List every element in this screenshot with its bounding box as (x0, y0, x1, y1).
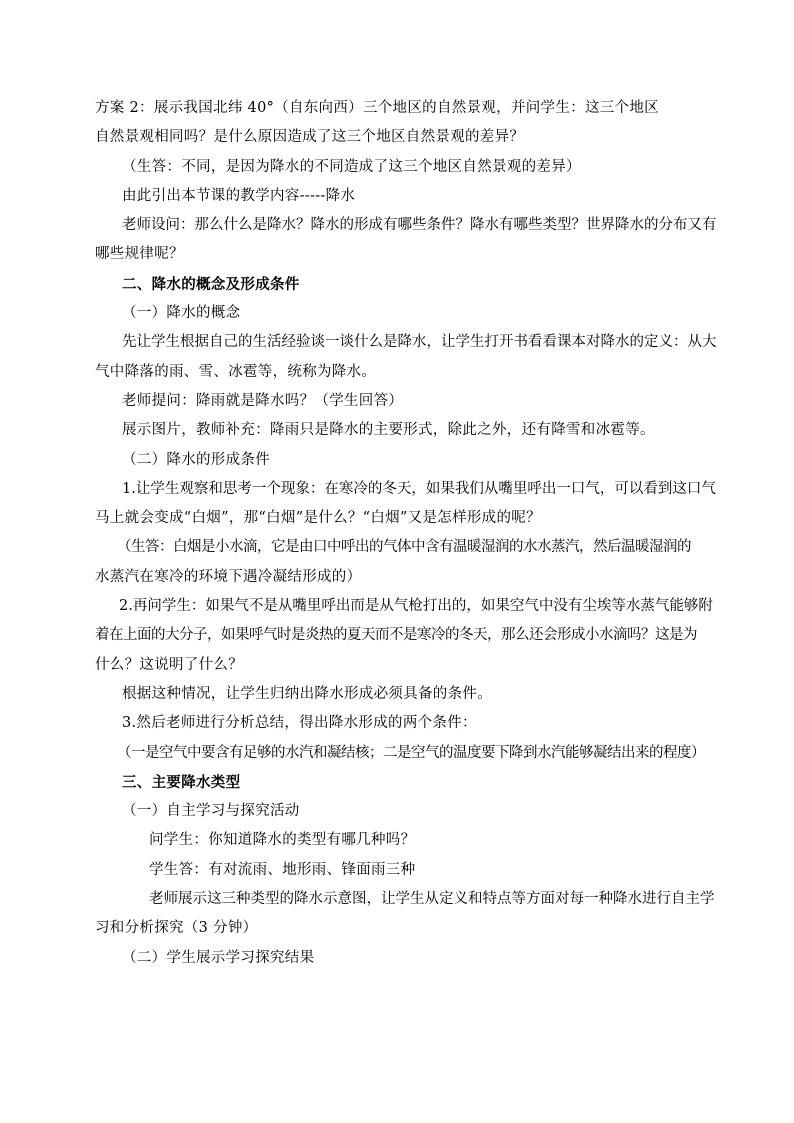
observation-line-cont: 马上就会变成“白烟”，那“白烟”是什么？“白烟”又是怎样形成的呢？ (95, 510, 541, 527)
section-heading-3: 三、主要降水类型 (122, 773, 241, 791)
teacher-summary-line: 3.然后老师进行分析总结，得出降水形成的两个条件： (122, 715, 477, 732)
subsection-heading-concept: （一）降水的概念 (122, 305, 241, 322)
concept-paragraph-line-cont: 气中降落的雨、雪、冰雹等，统称为降水。 (95, 363, 377, 380)
teacher-question-line-cont: 哪些规律呢？ (95, 246, 184, 263)
picture-supplement-line: 展示图片，教师补充：降雨只是降水的主要形式，除此之外，还有降雪和冰雹等。 (122, 422, 655, 439)
subsection-heading-results: （二）学生展示学习探究结果 (122, 949, 315, 966)
teacher-ask-line: 老师提问：降雨就是降水吗？（学生回答） (122, 392, 404, 409)
second-question-line-cont: 着在上面的大分子，如果呼气时是炎热的夏天而不是寒冷的冬天，那么还会形成小水滴吗？这是为 (95, 627, 697, 644)
second-question-line-end: 什么？这说明了什么？ (95, 656, 243, 673)
subsection-heading-conditions: （二）降水的形成条件 (122, 451, 270, 468)
white-smoke-answer-line: （生答：白烟是小水滴，它是由口中呼出的气体中含有温暖湿润的水水蒸汽，然后温暖湿润的 (117, 539, 691, 556)
paragraph-line-plan2-cont: 自然景观相同吗？是什么原因造成了这三个地区自然景观的差异？ (95, 129, 525, 146)
paragraph-line-plan2: 方案 2：展示我国北纬 40°（自东向西）三个地区的自然景观，并问学生：这三个地区 (95, 100, 659, 116)
second-question-line: 2.再问学生：如果气不是从嘴里呼出而是从气枪打出的，如果空气中没有尘埃等水蒸气能够附 (119, 598, 713, 615)
summarize-conditions-line: 根据这种情况，让学生归纳出降水形成必须具备的条件。 (122, 685, 492, 702)
students-answer-line: 学生答：有对流雨、地形雨、锋面雨三种 (149, 861, 416, 878)
teacher-display-line: 老师展示这三种类型的降水示意图，让学生从定义和特点等方面对每一种降水进行自主学 (149, 891, 715, 908)
concept-paragraph-line: 先让学生根据自己的生活经验谈一谈什么是降水，让学生打开书看看课本对降水的定义：从大 (122, 334, 717, 351)
student-answer-line: （生答：不同，是因为降水的不同造成了这三个地区自然景观的差异） (122, 158, 581, 175)
subsection-heading-self-study: （一）自主学习与探究活动 (122, 803, 300, 820)
lesson-intro-line: 由此引出本节课的教学内容-----降水 (122, 187, 356, 204)
observation-line: 1.让学生观察和思考一个现象：在寒冷的冬天，如果我们从嘴里呼出一口气，可以看到这口气 (122, 480, 716, 497)
teacher-question-line: 老师设问：那么什么是降水？降水的形成有哪些条件？降水有哪些类型？世界降水的分布又有 (122, 217, 717, 234)
white-smoke-answer-line-cont: 水蒸汽在寒冷的环境下遇冷凝结形成的） (95, 568, 362, 585)
document-body (95, 94, 717, 973)
two-conditions-line: （一是空气中要含有足够的水汽和凝结核；二是空气的温度要下降到水汽能够凝结出来的程度） (117, 744, 705, 761)
section-heading-2: 二、降水的概念及形成条件 (122, 275, 300, 293)
teacher-display-line-cont: 习和分析探究（3 分钟） (95, 920, 258, 937)
ask-students-line: 问学生：你知道降水的类型有哪几种吗？ (149, 832, 416, 849)
